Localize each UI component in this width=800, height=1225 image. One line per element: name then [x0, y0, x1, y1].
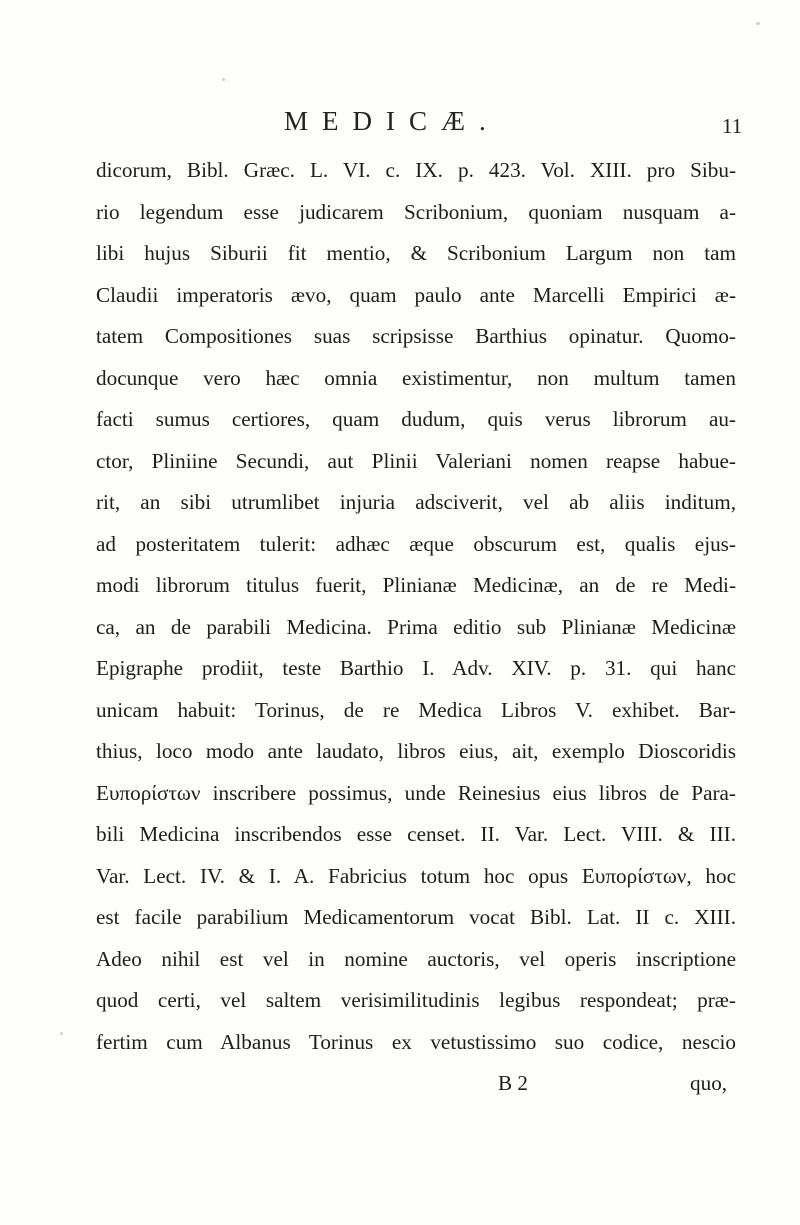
text-line: modi librorum titulus fuerit, Plinianæ Medicinæ, an de re Medi-	[96, 573, 736, 597]
catchword: quo,	[690, 1071, 728, 1095]
text-line: ca, an de parabili Medicina. Prima editio sub Plinianæ Medicinæ	[96, 614, 736, 639]
ink-spot	[756, 22, 760, 25]
text-line: fertim cum Albanus Torinus ex vetustissimo suo codice, nescio	[96, 1029, 736, 1054]
signature-mark: B 2	[498, 1071, 529, 1095]
text-line: est facile parabilium Medicamentorum vocat Bibl. Lat. II c. XIII.	[96, 905, 736, 929]
text-line: rit, an sibi utrumlibet injuria adsciverit, vel ab aliis inditum,	[96, 490, 736, 514]
text-line: libi hujus Siburii fit mentio, & Scribonium Largum non tam	[96, 241, 736, 265]
text-line: Epigraphe prodiit, teste Barthio I. Adv. XIV. p. 31. qui hanc	[96, 656, 736, 680]
text-line: Adeo nihil est vel in nomine auctoris, vel operis inscriptione	[96, 946, 736, 971]
ink-spot	[222, 78, 225, 81]
text-line: tatem Compositiones suas scripsisse Barthius opinatur. Quomo-	[96, 324, 736, 348]
text-line: Ευπορίστων inscribere possimus, unde Reinesius eius libros de Para-	[96, 780, 736, 805]
running-head	[0, 106, 800, 146]
text-line: docunque vero hæc omnia existimentur, non multum tamen	[96, 365, 736, 390]
body-text	[96, 150, 736, 1105]
page-number: 11	[722, 114, 743, 138]
text-line: facti sumus certiores, quam dudum, quis verus librorum au-	[96, 407, 736, 431]
text-line: rio legendum esse judicarem Scribonium, quoniam nusquam a-	[96, 199, 736, 224]
footer-line	[96, 1063, 736, 1105]
text-line: ctor, Pliniine Secundi, aut Plinii Valeriani nomen reapse habue-	[96, 448, 736, 473]
text-line: thius, loco modo ante laudato, libros eius, ait, exemplo Dioscoridis	[96, 739, 736, 763]
text-line: Claudii imperatoris ævo, quam paulo ante Marcelli Empirici æ-	[96, 282, 736, 307]
text-line: bili Medicina inscribendos esse censet. II. Var. Lect. VIII. & III.	[96, 822, 736, 846]
text-line: Var. Lect. IV. & I. A. Fabricius totum hoc opus Ευπορίστων, hoc	[96, 863, 736, 888]
text-line: unicam habuit: Torinus, de re Medica Libros V. exhibet. Bar-	[96, 697, 736, 722]
text-line: quod certi, vel saltem verisimilitudinis legibus respondeat; præ-	[96, 988, 736, 1012]
text-line: dicorum, Bibl. Græc. L. VI. c. IX. p. 423. Vol. XIII. pro Sibu-	[96, 158, 736, 182]
running-title: MEDICÆ.	[284, 106, 500, 136]
text-line: ad posteritatem tulerit: adhæc æque obscurum est, qualis ejus-	[96, 531, 736, 556]
ink-spot	[60, 1032, 63, 1035]
